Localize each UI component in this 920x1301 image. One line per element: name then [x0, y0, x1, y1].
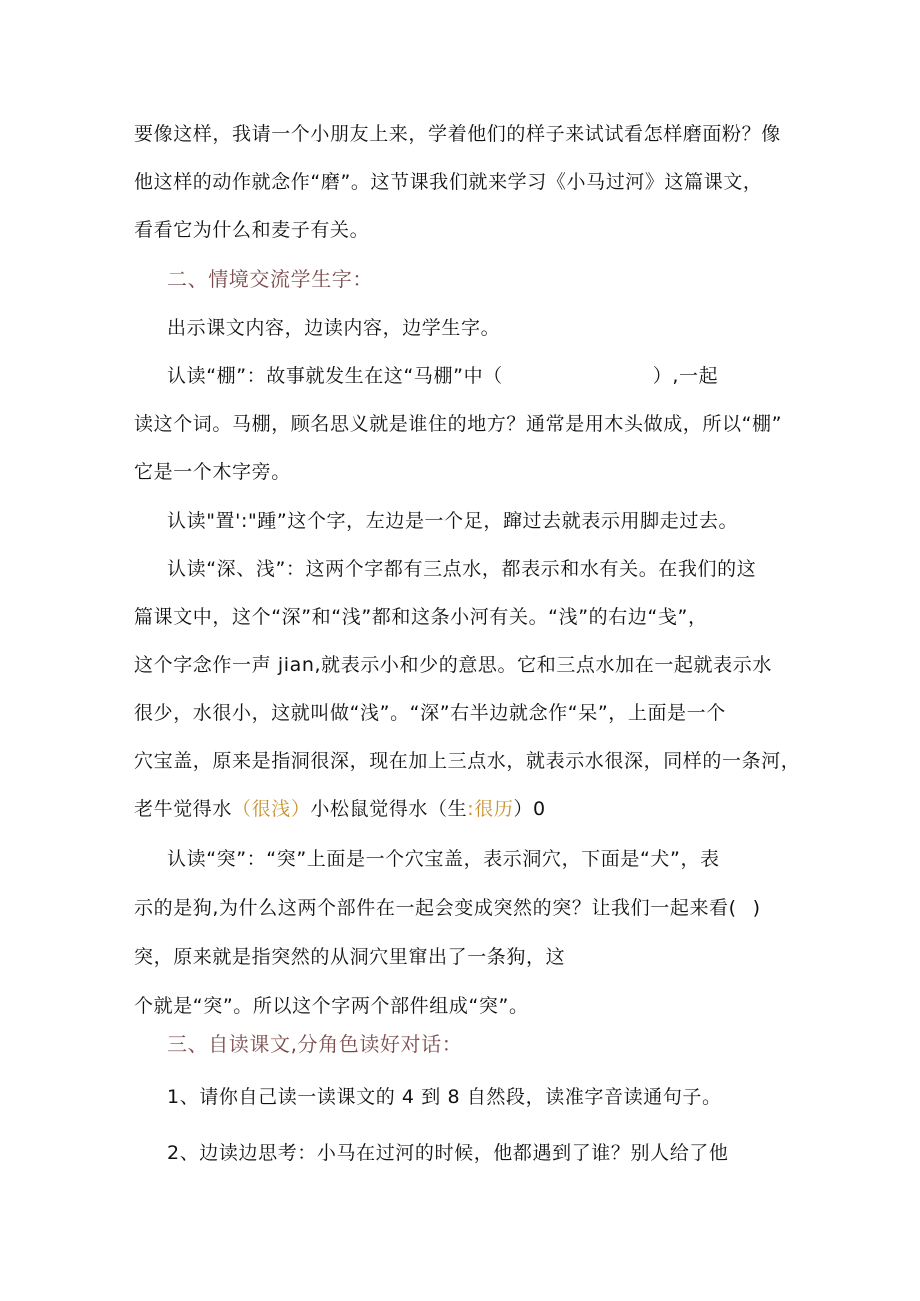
paragraph-line: 认读“深、浅”：这两个字都有三点水，都表示和水有关。在我们的这 — [167, 558, 757, 580]
paragraph-line: 突，原来就是指突然的从洞穴里窜出了一条狗，这 — [134, 946, 566, 968]
paragraph-line: 他这样的动作就念作“磨”。这节课我们就来学习《小马过河》这篇课文， — [134, 171, 763, 193]
section-heading: 三、自读课文,分角色读好对话： — [167, 1032, 463, 1056]
paragraph-line: 1、请你自己读一读课文的 4 到 8 自然段，读准字音读通句子。 — [167, 1086, 722, 1108]
paragraph-line: 这个字念作一声 jian,就表示小和少的意思。它和三点水加在一起就表示水 — [134, 654, 772, 676]
paragraph-line: 穴宝盖，原来是指洞很深，现在加上三点水，就表示水很深，同样的一条河， — [134, 750, 801, 772]
paragraph-line: 出示课文内容，边读内容，边学生字。 — [167, 317, 501, 339]
paragraph-line: 看看它为什么和麦子有关。 — [134, 219, 370, 241]
text-run: ）,一起 — [652, 365, 719, 387]
text-run: 老牛觉得水 — [134, 798, 233, 820]
paragraph-line — [167, 362, 718, 390]
text-run: 示的是狗,为什么这两个部件在一起会变成突然的突？让我们一起来看( — [134, 897, 737, 919]
section-heading: 二、情境交流学生字： — [167, 267, 373, 291]
paragraph-line: 个就是“突”。所以这个字两个部件组成“突”。 — [134, 995, 529, 1017]
paragraph-line: 很少，水很小，这就叫做“浅”。“深”右半边就念作“呆”，上面是一个 — [134, 702, 726, 724]
paragraph-line: 读这个词。马棚，顾名思义就是谁住的地方？通常是用木头做成，所以“棚” — [134, 413, 783, 435]
paragraph-line: 认读"置':"踵”这个字，左边是一个足，蹿过去就表示用脚走过去。 — [167, 510, 739, 532]
paragraph-line: 认读“突”：“突”上面是一个穴宝盖，表示洞穴，下面是“犬”，表 — [167, 848, 720, 870]
paragraph-line: 篇课文中，这个“深”和“浅”都和这条小河有关。“浅”的右边“戋”， — [134, 606, 708, 628]
highlighted-answer: （很浅） — [232, 798, 311, 820]
paragraph-line — [134, 894, 761, 922]
text-run: ) — [752, 897, 761, 919]
paragraph-line: 2、边读边思考：小马在过河的时候，他都遇到了谁？别人给了他 — [167, 1142, 729, 1164]
paragraph-line — [134, 795, 546, 823]
text-run: 认读“棚”：故事就发生在这“马棚”中（ — [167, 365, 503, 387]
text-run: 小松鼠觉得水（生 — [310, 798, 468, 820]
highlighted-answer: :很历 — [467, 798, 514, 820]
paragraph-line: 要像这样，我请一个小朋友上来，学着他们的样子来试试看怎样磨面粉？像 — [134, 123, 781, 145]
paragraph-line: 它是一个木字旁。 — [134, 461, 291, 483]
text-run: ）0 — [513, 798, 546, 820]
